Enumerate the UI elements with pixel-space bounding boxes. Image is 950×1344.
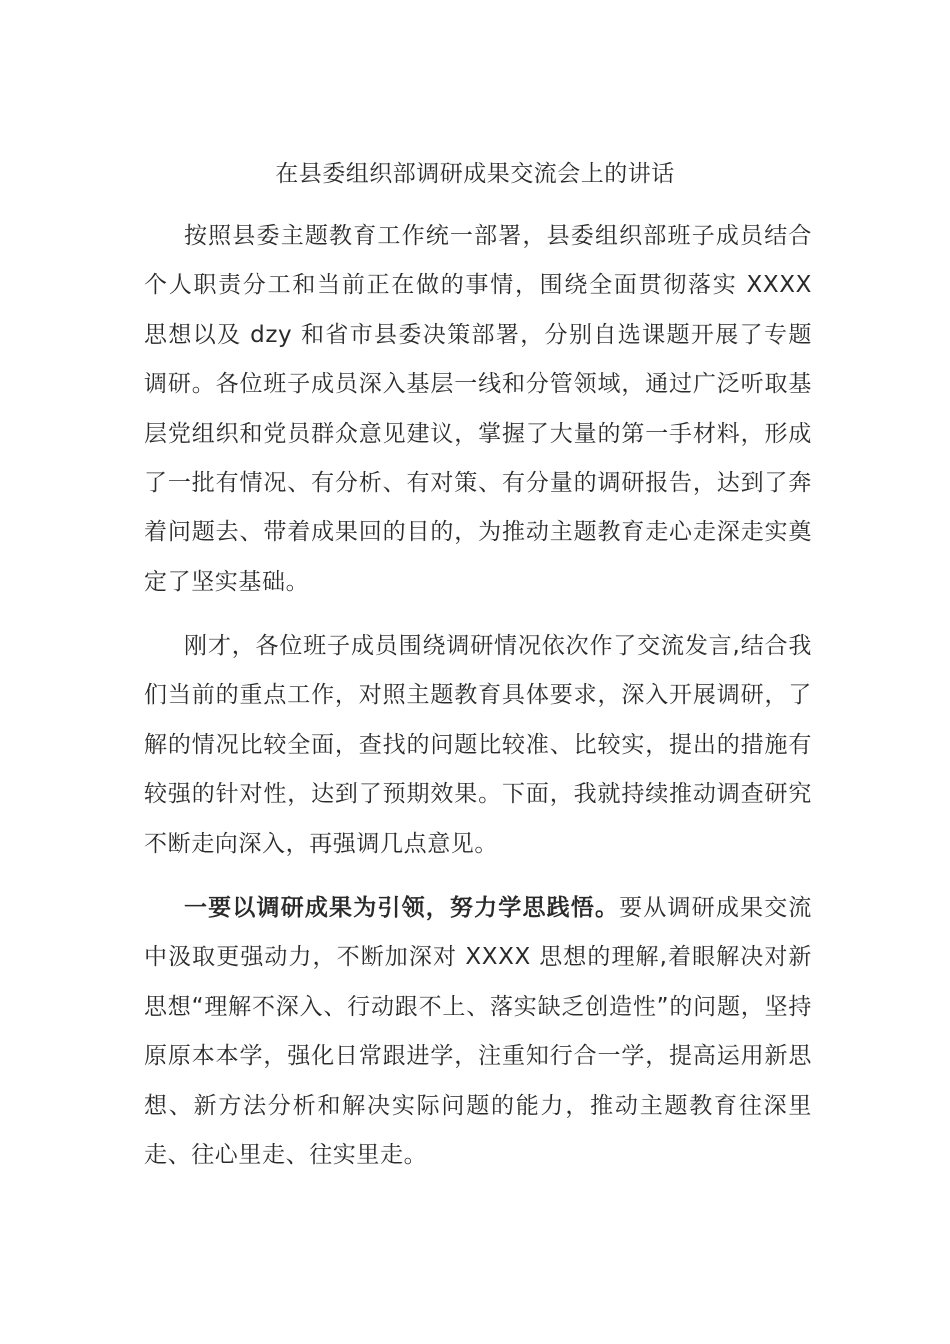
paragraph-2 — [144, 622, 812, 869]
paragraph-3-lead: 一要以调研成果为引领，努力学思践悟。 — [184, 895, 620, 921]
paragraph-3 — [144, 884, 812, 1180]
paragraph-2-text: 刚才，各位班子成员围绕调研情况依次作了交流发言,结合我们当前的重点工作，对照主题教育具体要求，深入开展调研，了解的情况比较全面，查找的问题比较准、比较实，提出的措施有较强的针对性，达到了预期效果。下面，我就持续推动调查研究不断走向深入，再强调几点意见。 — [144, 633, 812, 857]
paragraph-3-text: 要从调研成果交流中汲取更强动力，不断加深对 XXXX 思想的理解,着眼解决对新思想“理解不深入、行动跟不上、落实缺乏创造性”的问题，坚持原原本本学，强化日常跟进学，注重知行合一学，提高运用新思想、新方法分析和解决实际问题的能力，推动主题教育往深里走、往心里走、往实里走。 — [144, 895, 812, 1169]
document-title: 在县委组织部调研成果交流会上的讲话 — [275, 161, 675, 187]
paragraph-1-text: 按照县委主题教育工作统一部署，县委组织部班子成员结合个人职责分工和当前正在做的事情，围绕全面贯彻落实 XXXX 思想以及 dzy 和省市县委决策部署，分别自选课题开展了专题调研。各位班子成员深入基层一线和分管领域，通过广泛听取基层党组织和党员群众意见建议，掌握了大量的第一手材料，形成了一批有情况、有分析、有对策、有分量的调研报告，达到了奔着问题去、带着成果回的目的，为推动主题教育走心走深走实奠定了坚实基础。 — [144, 223, 812, 595]
paragraph-1 — [144, 212, 812, 607]
